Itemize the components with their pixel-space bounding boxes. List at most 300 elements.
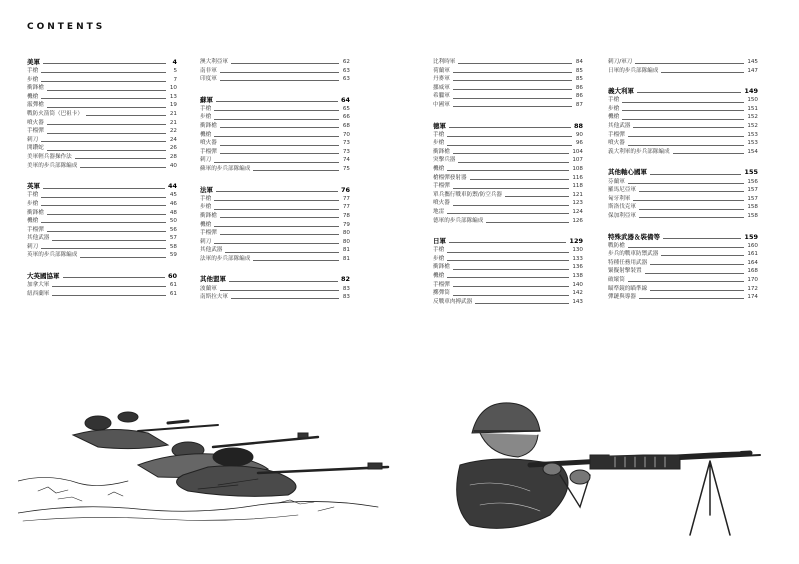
toc-entry[interactable] <box>200 212 350 221</box>
toc-entry[interactable] <box>608 96 758 105</box>
leader-line <box>622 102 744 103</box>
entry-title: 機槍 <box>608 114 620 121</box>
leader-line <box>453 188 570 189</box>
toc-entry[interactable] <box>200 113 350 122</box>
toc-entry[interactable] <box>433 289 583 298</box>
leader-line <box>253 170 339 171</box>
entry-page: 78 <box>342 212 350 219</box>
entry-title: 反戰車肉搏武器 <box>433 298 473 305</box>
leader-line <box>214 119 339 120</box>
leader-line <box>225 252 339 253</box>
entry-page: 80 <box>342 230 350 237</box>
entry-page: 80 <box>342 238 350 245</box>
entry-title: 加拿大軍 <box>27 282 50 289</box>
entry-page: 75 <box>342 166 350 173</box>
leader-line <box>220 217 339 218</box>
toc-entry[interactable] <box>200 131 350 140</box>
toc-entry[interactable] <box>27 127 177 136</box>
entry-page: 147 <box>747 67 758 74</box>
toc-entry[interactable] <box>200 58 350 67</box>
leader-line <box>41 141 166 142</box>
section-page: 82 <box>340 275 350 284</box>
leader-line <box>453 286 570 287</box>
section-page: 4 <box>172 58 177 66</box>
entry-title: 中國軍 <box>433 101 450 108</box>
entry-page: 133 <box>572 255 583 262</box>
toc-entry[interactable] <box>433 156 583 165</box>
entry-title: 機槍 <box>433 273 445 280</box>
toc-entry[interactable] <box>433 246 583 255</box>
toc-section <box>27 182 177 260</box>
machine-gunner-illustration <box>440 395 770 545</box>
entry-title: 手槍 <box>27 192 39 199</box>
entry-page: 116 <box>572 174 583 181</box>
entry-page: 79 <box>342 221 350 228</box>
entry-page: 108 <box>572 166 583 173</box>
section-title: 德軍 <box>433 121 446 130</box>
entry-title: 手榴彈 <box>27 128 44 135</box>
entry-page: 21 <box>169 119 177 126</box>
toc-entry[interactable] <box>200 148 350 157</box>
entry-title: 手槍 <box>27 68 39 75</box>
toc-entry[interactable] <box>433 58 583 67</box>
toc-section-heading[interactable] <box>27 272 177 281</box>
entry-page: 126 <box>572 217 583 224</box>
entry-page: 157 <box>747 195 758 202</box>
leader-line <box>52 286 166 287</box>
section-page: 44 <box>167 182 177 191</box>
leader-line <box>663 238 741 239</box>
toc-entry[interactable] <box>27 226 177 235</box>
leader-line <box>637 92 741 93</box>
toc-entry[interactable] <box>200 238 350 247</box>
leader-line <box>447 136 572 137</box>
leader-line <box>220 80 339 81</box>
entry-page: 5 <box>173 68 177 75</box>
leader-line <box>75 158 166 159</box>
entry-title: 噴火器 <box>200 140 217 147</box>
toc-section <box>608 168 758 220</box>
entry-page: 130 <box>572 247 583 254</box>
toc-entry[interactable] <box>27 101 177 110</box>
entry-title: 步槍 <box>200 204 212 211</box>
leader-line <box>449 242 566 243</box>
toc-entry[interactable] <box>608 267 758 276</box>
section-page: 76 <box>340 185 350 194</box>
leader-line <box>220 290 339 291</box>
toc-section-heading[interactable] <box>433 237 583 246</box>
toc-entry[interactable] <box>433 217 583 226</box>
entry-title: 戰防火箭筒（巴祖卡） <box>27 111 83 118</box>
toc-entry[interactable] <box>27 110 177 119</box>
toc-entry[interactable] <box>433 148 583 157</box>
entry-page: 26 <box>169 145 177 152</box>
entry-title: 衝鋒槍 <box>433 264 450 271</box>
entry-title: 南非軍 <box>200 67 217 74</box>
leader-line <box>220 145 339 146</box>
entry-page: 40 <box>169 162 177 169</box>
leader-line <box>229 281 338 282</box>
leader-line <box>63 277 165 278</box>
toc-section-heading[interactable] <box>608 87 758 96</box>
entry-title: 單兵攜行戰車防禦/防空兵器 <box>433 191 503 198</box>
entry-title: 機槍 <box>27 218 39 225</box>
toc-entry[interactable] <box>27 162 177 171</box>
toc-entry[interactable] <box>608 212 758 221</box>
entry-title: 霰彈槍 <box>27 102 44 109</box>
entry-page: 138 <box>572 273 583 280</box>
toc-entry[interactable] <box>433 92 583 101</box>
entry-title: 破壞筒 <box>608 276 625 283</box>
section-title: 特殊武器＆裝備等 <box>608 232 660 241</box>
entry-title: 英軍的步兵部隊編成 <box>27 252 78 259</box>
entry-page: 107 <box>572 157 583 164</box>
toc-section <box>27 58 177 170</box>
toc-entry[interactable] <box>27 234 177 243</box>
section-title: 蘇軍 <box>200 95 213 104</box>
section-title: 大英國協軍 <box>27 272 60 281</box>
entry-page: 28 <box>169 154 177 161</box>
toc-entry[interactable] <box>200 246 350 255</box>
toc-entry[interactable] <box>200 75 350 84</box>
entry-page: 63 <box>342 76 350 83</box>
leader-line <box>635 63 744 64</box>
toc-section <box>608 233 758 302</box>
leader-line <box>216 101 338 102</box>
toc-section <box>433 122 583 226</box>
entry-page: 21 <box>169 111 177 118</box>
leader-line <box>447 213 569 214</box>
entry-page: 96 <box>575 140 583 147</box>
leader-line <box>475 303 569 304</box>
entry-title: 希臘軍 <box>433 93 450 100</box>
entry-title: 步兵的戰車防禦武器 <box>608 251 659 258</box>
entry-title: 手槍 <box>433 131 445 138</box>
toc-entry[interactable] <box>200 195 350 204</box>
toc-entry[interactable] <box>27 136 177 145</box>
entry-page: 85 <box>575 76 583 83</box>
toc-entry[interactable] <box>200 229 350 238</box>
toc-entry[interactable] <box>608 186 758 195</box>
toc-entry[interactable] <box>27 84 177 93</box>
leader-line <box>41 205 166 206</box>
leader-line <box>628 136 745 137</box>
toc-entry[interactable] <box>200 156 350 165</box>
toc-entry[interactable] <box>608 242 758 251</box>
entry-page: 77 <box>342 195 350 202</box>
entry-page: 61 <box>169 290 177 297</box>
leader-line <box>80 167 166 168</box>
toc-entry[interactable] <box>433 191 583 200</box>
toc-entry[interactable] <box>433 281 583 290</box>
entry-title: 噴火器 <box>608 140 625 147</box>
leader-line <box>639 298 744 299</box>
toc-entry[interactable] <box>200 139 350 148</box>
entry-title: 步槍 <box>200 114 212 121</box>
leader-line <box>47 214 166 215</box>
toc-entry[interactable] <box>608 178 758 187</box>
leader-line <box>453 295 570 296</box>
entry-title: 刺刀 <box>200 157 212 164</box>
toc-section-heading[interactable] <box>608 168 758 177</box>
toc-section <box>608 58 758 75</box>
entry-title: 手槍 <box>433 247 445 254</box>
entry-page: 57 <box>169 235 177 242</box>
leader-line <box>650 174 741 175</box>
entry-title: 槍榴彈發射器 <box>433 174 467 181</box>
toc-entry[interactable] <box>433 182 583 191</box>
entry-title: 其他武器 <box>27 235 50 242</box>
toc-entry[interactable] <box>27 217 177 226</box>
entry-page: 81 <box>342 255 350 262</box>
entry-title: 匈牙利軍 <box>608 195 631 202</box>
entry-title: 噴火器 <box>433 200 450 207</box>
leader-line <box>661 255 744 256</box>
entry-title: 擲彈筒 <box>433 290 450 297</box>
leader-line <box>661 72 744 73</box>
toc-entry[interactable] <box>27 93 177 102</box>
toc-entry[interactable] <box>433 199 583 208</box>
entry-title: 衝鋒槍 <box>200 212 217 219</box>
entry-title: 衝鋒槍 <box>27 209 44 216</box>
toc-section-heading[interactable] <box>200 275 350 284</box>
entry-title: 羅馬尼亞軍 <box>608 187 636 194</box>
entry-title: 德軍的步兵部隊編成 <box>433 217 484 224</box>
toc-section-heading[interactable] <box>200 96 350 105</box>
toc-entry[interactable] <box>608 276 758 285</box>
section-page: 155 <box>744 168 758 177</box>
leader-line <box>220 153 339 154</box>
toc-entry[interactable] <box>608 139 758 148</box>
leader-line <box>47 150 166 151</box>
toc-entry[interactable] <box>433 67 583 76</box>
leader-line <box>453 72 572 73</box>
leader-line <box>43 188 165 189</box>
toc-entry[interactable] <box>608 67 758 76</box>
toc-entry[interactable] <box>200 221 350 230</box>
toc-column-3 <box>433 58 583 318</box>
section-page: 149 <box>744 87 758 96</box>
entry-title: 手榴彈 <box>433 281 450 288</box>
entry-title: 特種任務用武器 <box>608 259 648 266</box>
entry-page: 90 <box>575 131 583 138</box>
section-page: 129 <box>569 237 583 246</box>
entry-page: 160 <box>747 242 758 249</box>
entry-title: 彈鏈與導器 <box>608 294 636 301</box>
entry-page: 150 <box>747 97 758 104</box>
toc-entry[interactable] <box>433 272 583 281</box>
toc-entry[interactable] <box>433 75 583 84</box>
entry-title: 其他武器 <box>608 123 631 130</box>
toc-entry[interactable] <box>433 255 583 264</box>
section-title: 法軍 <box>200 185 213 194</box>
entry-page: 174 <box>747 294 758 301</box>
entry-title: 法軍的步兵部隊編成 <box>200 255 251 262</box>
toc-entry[interactable] <box>200 293 350 302</box>
entry-title: 丹麥軍 <box>433 76 450 83</box>
toc-section <box>200 275 350 301</box>
entry-title: 刺刀 <box>27 243 39 250</box>
entry-title: 印度軍 <box>200 76 217 83</box>
toc-section <box>200 58 350 84</box>
entry-title: 開鑽蛇 <box>27 145 44 152</box>
toc-section <box>27 272 177 298</box>
toc-entry[interactable] <box>200 203 350 212</box>
toc-entry[interactable] <box>27 209 177 218</box>
entry-title: 步槍 <box>27 76 39 83</box>
entry-title: 保加利亞軍 <box>608 212 636 219</box>
entry-page: 140 <box>572 281 583 288</box>
entry-page: 73 <box>342 148 350 155</box>
entry-page: 153 <box>747 140 758 147</box>
section-page: 88 <box>573 121 583 130</box>
leader-line <box>650 290 744 291</box>
toc-section-heading[interactable] <box>608 233 758 242</box>
toc-section-heading[interactable] <box>27 58 177 67</box>
leader-line <box>220 234 339 235</box>
entry-title: 步槍 <box>433 255 445 262</box>
toc-entry[interactable] <box>27 144 177 153</box>
toc-entry[interactable] <box>608 148 758 157</box>
entry-page: 143 <box>572 298 583 305</box>
leader-line <box>214 162 339 163</box>
toc-entry[interactable] <box>200 122 350 131</box>
leader-line <box>505 196 569 197</box>
entry-page: 156 <box>747 178 758 185</box>
entry-title: 衝鋒槍 <box>200 123 217 130</box>
entry-page: 154 <box>747 148 758 155</box>
toc-entry[interactable] <box>433 84 583 93</box>
toc-entry[interactable] <box>200 255 350 264</box>
entry-page: 65 <box>342 105 350 112</box>
leader-line <box>80 257 166 258</box>
entry-page: 74 <box>342 157 350 164</box>
leader-line <box>41 72 166 73</box>
leader-line <box>453 106 572 107</box>
entry-page: 164 <box>747 259 758 266</box>
leader-line <box>231 63 339 64</box>
toc-entry[interactable] <box>608 105 758 114</box>
section-page: 60 <box>167 272 177 281</box>
entry-page: 123 <box>572 200 583 207</box>
entry-page: 87 <box>575 101 583 108</box>
entry-page: 77 <box>342 204 350 211</box>
toc-entry[interactable] <box>608 293 758 302</box>
entry-title: 手榴彈 <box>27 226 44 233</box>
leader-line <box>41 98 166 99</box>
entry-title: 步槍 <box>27 200 39 207</box>
toc-entry[interactable] <box>27 67 177 76</box>
entry-page: 70 <box>342 131 350 138</box>
toc-entry[interactable] <box>27 251 177 260</box>
entry-title: 手榴彈 <box>433 183 450 190</box>
toc-section <box>608 87 758 156</box>
toc-section <box>200 96 350 174</box>
toc-entry[interactable] <box>608 203 758 212</box>
leader-line <box>47 133 166 134</box>
toc-entry[interactable] <box>200 165 350 174</box>
toc-entry[interactable] <box>200 285 350 294</box>
leader-line <box>214 243 339 244</box>
toc-section-heading[interactable] <box>200 186 350 195</box>
toc-entry[interactable] <box>27 243 177 252</box>
toc-section-heading[interactable] <box>433 122 583 131</box>
toc-entry[interactable] <box>27 200 177 209</box>
toc-entry[interactable] <box>608 113 758 122</box>
entry-title: 其他武器 <box>200 247 223 254</box>
entry-title: 南斯拉夫軍 <box>200 294 228 301</box>
leader-line <box>447 145 572 146</box>
toc-entry[interactable] <box>27 290 177 299</box>
leader-line <box>622 119 744 120</box>
leader-line <box>628 183 745 184</box>
entry-page: 13 <box>169 93 177 100</box>
toc-entry[interactable] <box>608 58 758 67</box>
leader-line <box>639 191 744 192</box>
entry-title: 荷蘭軍 <box>433 67 450 74</box>
entry-title: 紐西蘭軍 <box>27 290 50 297</box>
entry-page: 73 <box>342 140 350 147</box>
toc-entry[interactable] <box>27 119 177 128</box>
toc-entry[interactable] <box>27 153 177 162</box>
leader-line <box>43 63 166 64</box>
toc-entry[interactable] <box>433 165 583 174</box>
leader-line <box>447 170 569 171</box>
entry-title: 機槍 <box>200 131 212 138</box>
entry-title: 噴火器 <box>27 119 44 126</box>
toc-entry[interactable] <box>27 191 177 200</box>
entry-page: 83 <box>342 294 350 301</box>
entry-page: 19 <box>169 102 177 109</box>
toc-section <box>433 58 583 110</box>
leader-line <box>470 179 570 180</box>
toc-entry[interactable] <box>433 263 583 272</box>
leader-line <box>214 110 339 111</box>
leader-line <box>41 197 166 198</box>
leader-line <box>47 107 166 108</box>
entry-title: 機槍 <box>433 166 445 173</box>
toc-entry[interactable] <box>608 259 758 268</box>
entry-page: 152 <box>747 114 758 121</box>
section-page: 159 <box>744 232 758 241</box>
toc-entry[interactable] <box>433 298 583 307</box>
toc-section-heading[interactable] <box>27 182 177 191</box>
entry-title: 戰防槍 <box>608 242 625 249</box>
toc-entry[interactable] <box>433 208 583 217</box>
toc-column-1 <box>27 58 177 310</box>
toc-entry[interactable] <box>27 76 177 85</box>
page-title: CONTENTS <box>27 22 106 32</box>
entry-page: 152 <box>747 123 758 130</box>
toc-entry[interactable] <box>608 131 758 140</box>
toc-entry[interactable] <box>608 285 758 294</box>
toc-entry[interactable] <box>27 281 177 290</box>
leader-line <box>628 281 745 282</box>
toc-entry[interactable] <box>433 174 583 183</box>
toc-entry[interactable] <box>200 105 350 114</box>
toc-entry[interactable] <box>608 250 758 259</box>
toc-entry[interactable] <box>608 195 758 204</box>
entry-page: 104 <box>572 148 583 155</box>
toc-entry[interactable] <box>433 131 583 140</box>
toc-entry[interactable] <box>200 67 350 76</box>
leader-line <box>639 209 744 210</box>
entry-title: 衝鋒槍 <box>27 85 44 92</box>
entry-title: 瞄準鏡的瞄準線 <box>608 285 648 292</box>
toc-entry[interactable] <box>608 122 758 131</box>
toc-entry[interactable] <box>433 139 583 148</box>
toc-entry[interactable] <box>433 101 583 110</box>
